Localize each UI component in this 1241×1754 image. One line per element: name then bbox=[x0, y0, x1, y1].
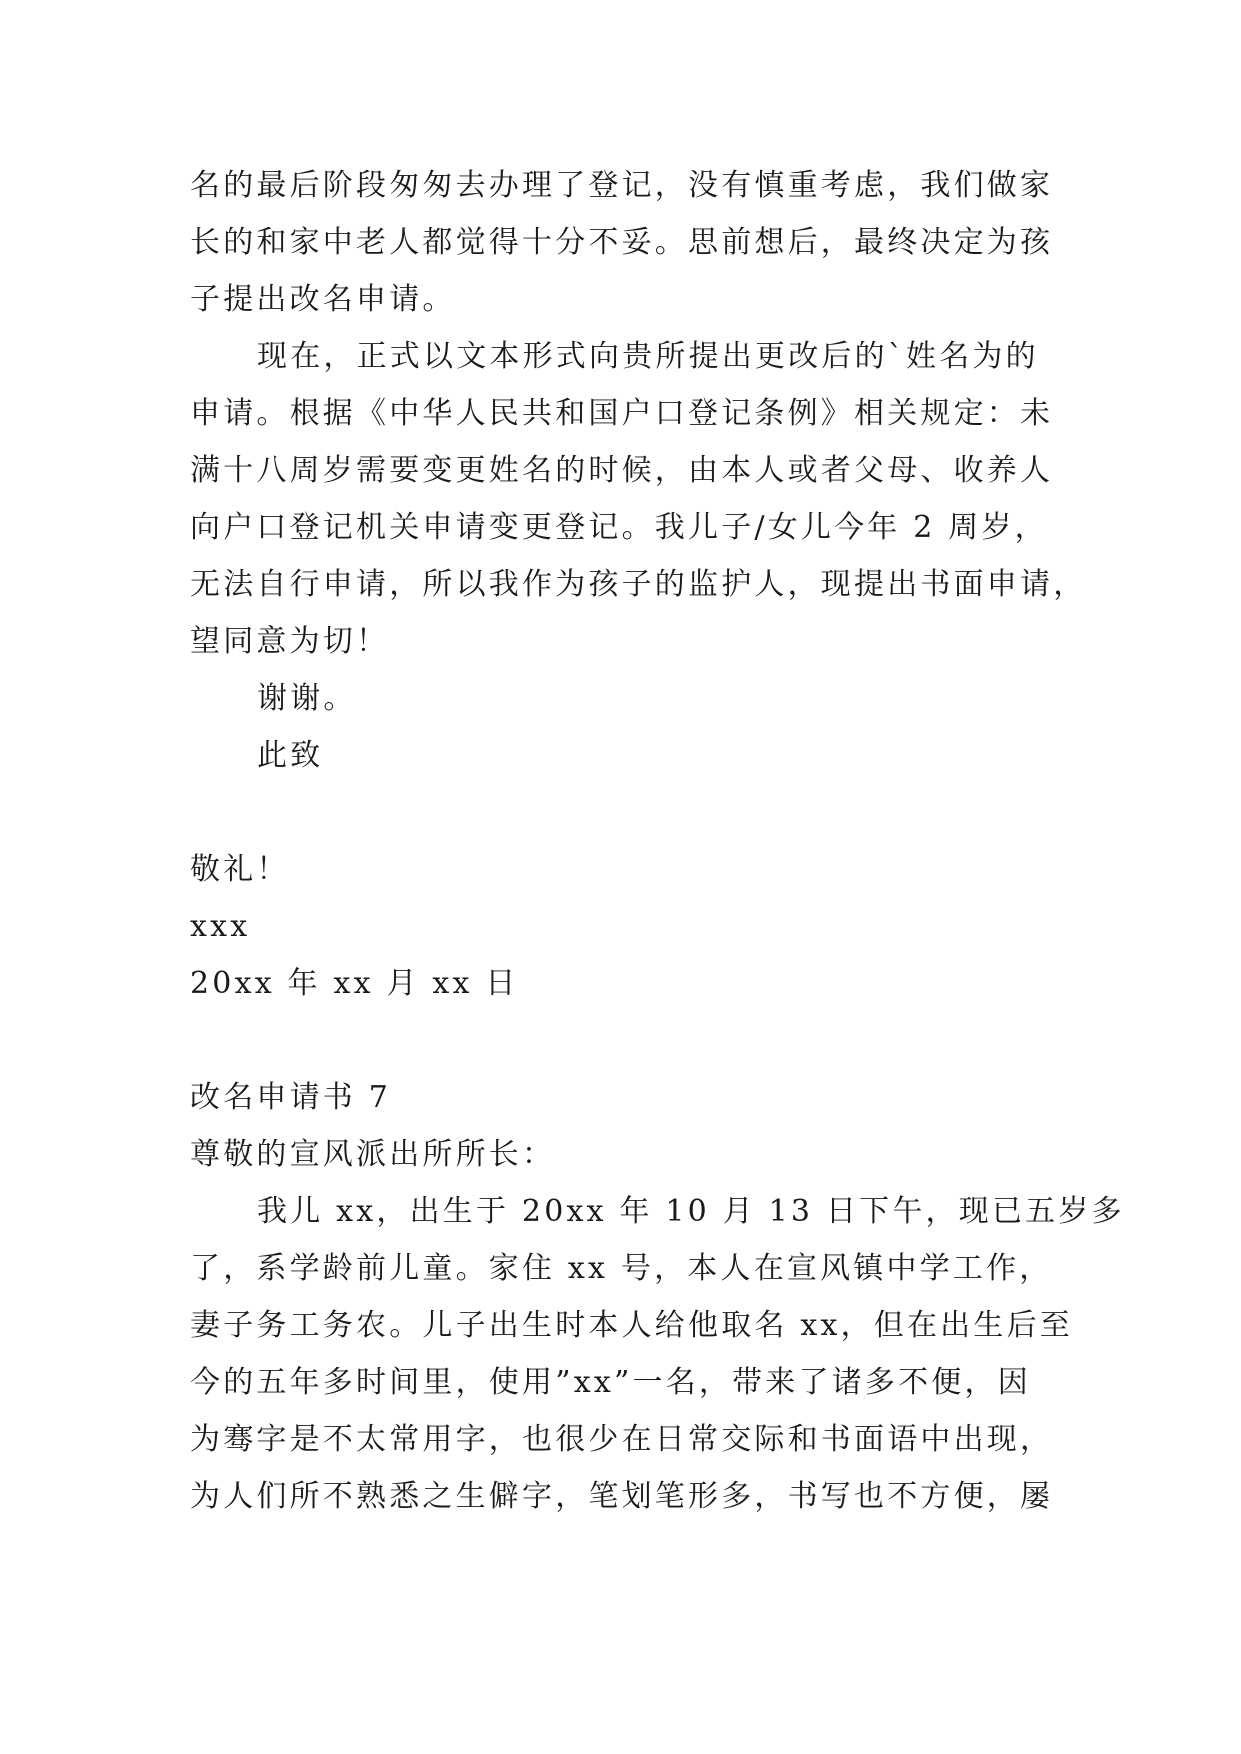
thanks-line: 谢谢。 bbox=[257, 681, 357, 716]
section-heading: 改名申请书 7 bbox=[190, 1080, 392, 1115]
paragraph-line: 望同意为切！ bbox=[190, 624, 390, 659]
signature-date: 20xx 年 xx 月 xx 日 bbox=[190, 966, 519, 1001]
paragraph-line: 长的和家中老人都觉得十分不妥。思前想后，最终决定为孩 bbox=[190, 225, 1054, 260]
signature-name: xxx bbox=[190, 909, 251, 944]
paragraph-line: 现在，正式以文本形式向贵所提出更改后的`姓名为的 bbox=[257, 339, 1039, 374]
paragraph-line: 今的五年多时间里，使用”xx”一名，带来了诸多不便，因 bbox=[190, 1365, 1031, 1400]
salutation-line: 敬礼！ bbox=[190, 852, 290, 887]
paragraph-line: 妻子务工务农。儿子出生时本人给他取名 xx，但在出生后至 bbox=[190, 1308, 1073, 1343]
closing-line: 此致 bbox=[257, 738, 324, 773]
paragraph-line: 向户口登记机关申请变更登记。我儿子/女儿今年 2 周岁， bbox=[190, 510, 1048, 545]
paragraph-line: 子提出改名申请。 bbox=[190, 282, 456, 317]
paragraph-line: 我儿 xx，出生于 20xx 年 10 月 13 日下午，现已五岁多 bbox=[257, 1194, 1125, 1229]
paragraph-line: 为人们所不熟悉之生僻字，笔划笔形多，书写也不方便，屡 bbox=[190, 1479, 1054, 1514]
paragraph-line: 无法自行申请，所以我作为孩子的监护人，现提出书面申请， bbox=[190, 567, 1087, 602]
paragraph-line: 为骞字是不太常用字，也很少在日常交际和书面语中出现， bbox=[190, 1422, 1054, 1457]
addressee-line: 尊敬的宣风派出所所长： bbox=[190, 1137, 556, 1172]
paragraph-line: 名的最后阶段匆匆去办理了登记，没有慎重考虑，我们做家 bbox=[190, 168, 1054, 203]
paragraph-line: 申请。根据《中华人民共和国户口登记条例》相关规定：未 bbox=[190, 396, 1054, 431]
paragraph-line: 了，系学龄前儿童。家住 xx 号，本人在宣风镇中学工作， bbox=[190, 1251, 1053, 1286]
paragraph-line: 满十八周岁需要变更姓名的时候，由本人或者父母、收养人 bbox=[190, 453, 1054, 488]
